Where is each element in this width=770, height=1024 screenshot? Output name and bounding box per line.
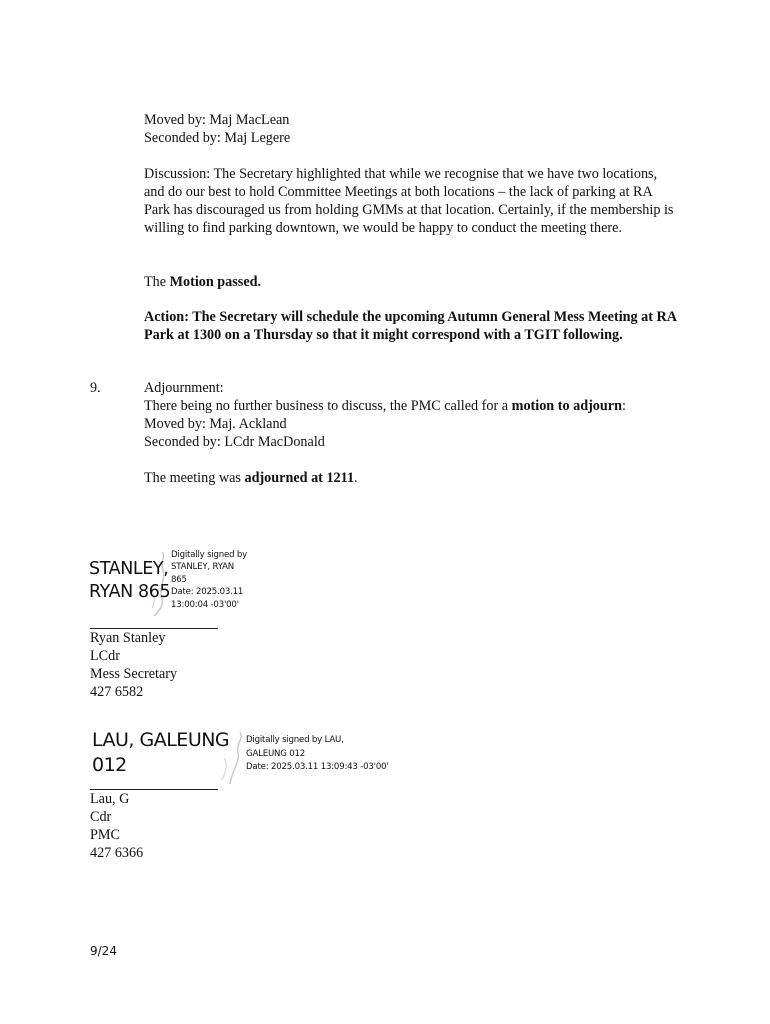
signature-detail-line: Digitally signed by LAU, — [246, 735, 344, 745]
signature-detail-line: GALEUNG 012 — [246, 748, 306, 759]
motion-result-bold: Motion passed. — [169, 274, 262, 290]
signature-name-line2: RYAN 865 — [89, 582, 171, 602]
adjourn-moved-by: Moved by: Maj. Ackland — [144, 416, 287, 432]
adjourn-seconded-by: Seconded by: LCdr MacDonald — [144, 434, 325, 450]
signer-phone: 427 6582 — [90, 684, 144, 700]
adjourned-suffix: . — [354, 470, 358, 486]
signer-name: Lau, G — [90, 791, 130, 807]
signer-phone: 427 6366 — [90, 845, 144, 861]
adjourn-motion-bold: motion to adjourn — [511, 398, 622, 414]
motion-result-prefix: The — [144, 274, 170, 290]
signature-detail-line: Digitally signed by — [171, 550, 248, 560]
page-number: 9/24 — [90, 944, 117, 958]
signature-detail-line: STANLEY, RYAN — [171, 562, 234, 573]
adjourn-motion-prefix: There being no further business to discuss, the PMC called for a — [144, 398, 512, 414]
signature-detail-line: Date: 2025.03.11 — [171, 587, 244, 598]
signature-details — [246, 734, 389, 775]
signature-detail-line: 13:00:04 -03'00' — [171, 599, 239, 610]
adjourned-statement — [144, 469, 358, 487]
adjourned-prefix: The meeting was — [144, 470, 245, 486]
motion-result — [144, 273, 261, 291]
signature-name-line1: STANLEY, — [89, 559, 169, 579]
motion-moved-by: Moved by: Maj MacLean — [144, 112, 290, 128]
item-title: Adjournment: — [144, 380, 224, 396]
discussion-paragraph: Discussion: The Secretary highlighted that while we recognise that we have two locations, and do our best to hold Committee Meetings at both locations – the lack of parking at RA Park has discouraged us from holding GMMs at that location. Certainly, if the membership is willing to find parking downtown, we would be happy to conduct the meeting there. — [144, 166, 674, 236]
signer-rank: LCdr — [90, 648, 120, 664]
signature-name-line1: LAU, GALEUNG — [92, 729, 230, 751]
signer-role: PMC — [90, 827, 120, 843]
digital-signature-lau — [92, 726, 412, 786]
motion-seconded-by: Seconded by: Maj Legere — [144, 130, 291, 146]
adjourn-motion-line — [144, 397, 626, 415]
item-number: 9. — [90, 380, 101, 396]
signature-name-line2: 012 — [92, 754, 127, 776]
adjourned-bold: adjourned at 1211 — [244, 470, 355, 486]
digital-signature-stanley — [88, 548, 288, 618]
signer-role: Mess Secretary — [90, 666, 178, 682]
signer-name: Ryan Stanley — [90, 630, 166, 646]
signature-detail-line: Date: 2025.03.11 13:09:43 -03'00' — [246, 762, 389, 772]
signature-details — [171, 549, 247, 611]
action-paragraph: Action: The Secretary will schedule the upcoming Autumn General Mess Meeting at RA Park at 1300 on a Thursday so that it might correspond with a TGIT following. — [144, 309, 677, 343]
adjourn-motion-suffix: : — [621, 398, 626, 414]
signer-rank: Cdr — [90, 809, 112, 825]
signature-detail-line: 865 — [171, 574, 187, 585]
